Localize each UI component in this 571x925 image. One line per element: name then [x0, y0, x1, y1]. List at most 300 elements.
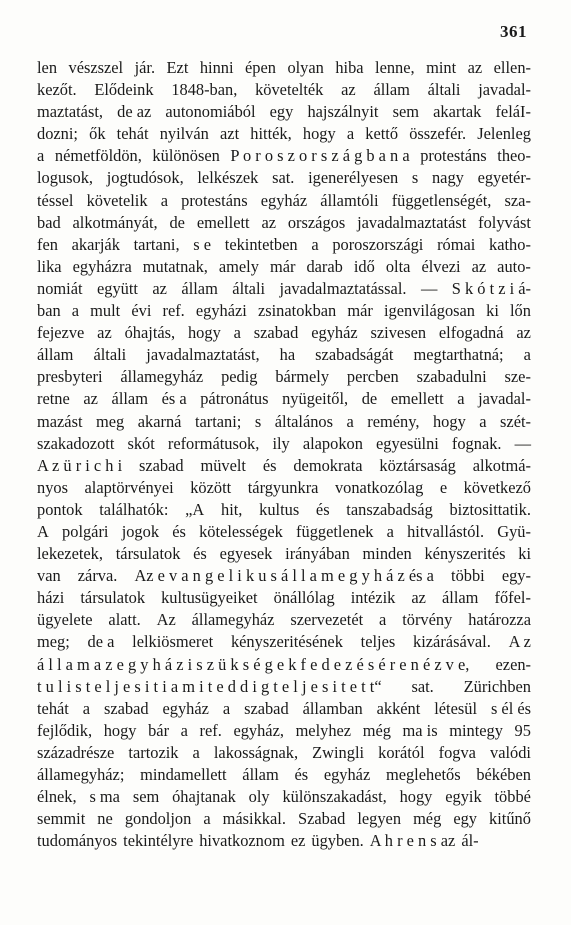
word: országos	[287, 212, 346, 232]
word: létesül	[434, 698, 478, 718]
word: az	[516, 323, 531, 343]
word: mutatnak,	[142, 256, 208, 276]
word: ban	[37, 301, 61, 321]
word: államegyház;	[37, 765, 125, 784]
word: általános	[274, 411, 334, 431]
word: theo-	[497, 146, 531, 166]
word: a	[233, 323, 241, 343]
word: többi	[451, 566, 485, 586]
word: már	[269, 256, 296, 276]
word: állam	[181, 278, 218, 298]
word: az	[411, 588, 426, 608]
word: jogtudósok,	[106, 168, 184, 188]
word: olta	[385, 256, 411, 276]
word: retne	[37, 389, 70, 409]
word: ma is	[402, 720, 438, 740]
word: hogy	[432, 411, 466, 431]
text-line	[37, 300, 531, 322]
word: ne	[97, 809, 113, 829]
word: maztatást,	[37, 102, 103, 122]
word: sat.	[272, 168, 295, 188]
text-line	[37, 433, 531, 455]
word: ez	[290, 831, 306, 851]
word: századrésze	[37, 742, 115, 762]
word: egyház,	[233, 720, 284, 740]
word: állam	[37, 345, 74, 365]
word: protestáns	[181, 190, 248, 210]
word: nyügeitől,	[282, 389, 349, 409]
word: egy-	[501, 566, 531, 586]
word: fognak.	[451, 433, 502, 453]
word: hogy	[187, 323, 221, 343]
text-line	[37, 609, 531, 631]
word: zsinatokban	[257, 301, 337, 321]
word: az	[341, 80, 356, 100]
word: vonatkozólag	[334, 477, 424, 497]
word: folyvást	[478, 212, 531, 232]
text-line	[37, 830, 531, 852]
word: ki	[486, 301, 499, 321]
word: protestáns	[420, 146, 487, 166]
word: megtarthatná;	[413, 345, 504, 365]
text-line	[37, 565, 531, 587]
text-line	[37, 742, 531, 764]
text-line	[37, 499, 531, 521]
text-line	[37, 167, 531, 189]
word: sem	[132, 787, 160, 807]
word: tartani,	[133, 234, 180, 254]
word: kultusügyeiket	[161, 588, 258, 608]
word: függetlenek	[296, 521, 374, 541]
text-line	[37, 411, 531, 433]
text-line	[37, 808, 531, 830]
word: alapokon	[302, 433, 363, 453]
word: polgári	[62, 521, 109, 541]
word: dozni;	[37, 124, 78, 144]
word: tartani;	[194, 411, 242, 431]
word: s ma	[89, 787, 120, 807]
word: remény,	[367, 411, 420, 431]
word: hogy	[302, 124, 336, 144]
word: kényszeritésének	[230, 632, 343, 652]
word: lika	[37, 256, 62, 276]
word: és	[262, 455, 277, 475]
word: az	[83, 389, 98, 409]
word: állam	[373, 80, 410, 100]
word: egyházra	[72, 256, 132, 276]
word: egyetér-	[477, 168, 531, 188]
word: akartak	[433, 102, 482, 122]
word: az	[152, 278, 167, 298]
word: ellen-	[493, 58, 531, 77]
word: jogok	[121, 521, 160, 541]
word: 1848-ban,	[171, 80, 238, 100]
word: ily	[272, 433, 290, 453]
word: szét-	[500, 411, 531, 431]
word: pedig	[221, 367, 258, 387]
word: szabadulni	[416, 367, 487, 387]
word: feláI-	[495, 102, 531, 122]
word: poroszországi	[332, 234, 424, 254]
word: Az	[156, 610, 176, 630]
text-line	[37, 698, 531, 720]
word: köztársaság	[379, 455, 456, 475]
word: követelik	[86, 190, 148, 210]
word: alkotmá-	[472, 455, 531, 475]
word: t u l i s t e l j e s i t i a m i t e d d i g t e l j e s i t e t t“	[37, 676, 382, 696]
word: római	[437, 234, 476, 254]
word: hit,	[221, 499, 243, 519]
word: ügyelete	[37, 610, 93, 630]
word: összefér.	[409, 124, 467, 144]
word: gondoljon	[124, 809, 192, 829]
word: hitvallástól.	[407, 521, 485, 541]
word: találhatók:	[99, 499, 169, 519]
word: javadalmaztatással.	[279, 278, 407, 298]
word: tudományos	[37, 831, 118, 851]
word: a	[71, 301, 80, 321]
word: meg	[96, 411, 125, 431]
word: tekintetben	[224, 234, 298, 254]
word: azt	[220, 124, 240, 144]
word: szabad	[253, 323, 299, 343]
word: lelkészek	[197, 168, 259, 188]
word: ha	[279, 345, 296, 365]
word: fen	[37, 234, 58, 254]
word: mintegy	[449, 720, 503, 740]
word: Zürichben	[463, 676, 531, 696]
word: alkotmányát,	[72, 212, 158, 232]
word: általi	[232, 278, 266, 298]
word: sat.	[411, 676, 434, 696]
word: müvelt	[200, 455, 246, 475]
word: a	[479, 411, 487, 431]
word: elfogadná	[438, 323, 504, 343]
word: percben	[346, 367, 399, 387]
word: között	[190, 477, 232, 497]
word: valódi	[490, 742, 531, 762]
word: egyház	[260, 190, 308, 210]
word: és	[294, 765, 309, 784]
word: ők	[89, 124, 106, 144]
word: fejlődik,	[37, 720, 93, 740]
word: kettő	[365, 124, 399, 144]
word: szabad	[138, 455, 184, 475]
word: sza-	[504, 190, 531, 210]
word: szabad	[103, 698, 149, 718]
word: autonomiából	[165, 102, 256, 122]
word: legyen	[357, 809, 402, 829]
word: következő	[463, 477, 531, 497]
text-line	[37, 145, 531, 167]
word: téssel	[37, 190, 74, 210]
word: javadal-	[478, 80, 531, 100]
text-line	[37, 57, 531, 79]
word: főfel-	[494, 588, 531, 608]
word: egyház	[323, 765, 371, 784]
word: akarják	[71, 234, 120, 254]
text-line	[37, 455, 531, 477]
text-line	[37, 256, 531, 278]
text-line	[37, 764, 531, 786]
word: mint	[426, 58, 457, 77]
word: törvény	[402, 610, 453, 630]
word: semmit	[37, 809, 86, 829]
text-line	[37, 123, 531, 145]
word: társulatok	[115, 544, 181, 564]
word: ezen-	[495, 654, 531, 674]
word: nomiát	[37, 278, 83, 298]
word: fogva	[438, 742, 476, 762]
text-line	[37, 521, 531, 543]
word: lekezetek,	[37, 544, 103, 564]
word: az	[261, 212, 277, 232]
word: egyházi	[195, 301, 247, 321]
word: A z ü r i c h i	[37, 455, 123, 475]
word: e	[439, 477, 448, 497]
word: a	[379, 610, 387, 630]
text-line	[37, 631, 531, 653]
text-line	[37, 654, 531, 676]
word: skót	[127, 433, 155, 453]
word: épen	[245, 58, 276, 77]
text-line	[37, 366, 531, 388]
word: ref.	[199, 720, 222, 740]
word: ál-	[461, 831, 479, 851]
word: olyan	[287, 58, 324, 77]
word: évi	[131, 301, 152, 321]
word: teljes	[360, 632, 396, 652]
word: lőn	[509, 301, 531, 321]
word: és	[315, 499, 330, 519]
word: alaptörvényei	[84, 477, 174, 497]
word: nyilván	[159, 124, 209, 144]
word: vészszel	[68, 58, 124, 77]
word: hogy	[103, 720, 137, 740]
word: de	[169, 212, 185, 232]
word: s él és	[490, 698, 531, 718]
word: meg;	[37, 632, 70, 652]
word: javadalmaztatást,	[146, 345, 260, 365]
word: amely	[218, 256, 259, 276]
word: darab	[306, 256, 343, 276]
word: önállólag	[273, 588, 335, 608]
word: akként	[376, 698, 421, 718]
word: sem	[392, 102, 419, 122]
word: tekintélyre	[123, 831, 194, 851]
word: tárgyunkra	[247, 477, 319, 497]
word: fejezve	[37, 323, 85, 343]
word: élvezi	[421, 256, 461, 276]
word: van	[37, 566, 61, 586]
word: az	[471, 256, 487, 276]
word: irányában	[285, 544, 350, 564]
text-line	[37, 79, 531, 101]
word: alatt.	[108, 610, 141, 630]
word: hivatkoznom	[199, 831, 285, 851]
word: államegyház	[120, 367, 204, 387]
word: igenerélyesen	[308, 168, 399, 188]
word: Az e v a n g e l i k u s á l l a m e g y h á z és a	[134, 566, 434, 586]
word: lakosságnak,	[213, 742, 299, 762]
word: tartozik	[128, 742, 179, 762]
word: egyesülni	[376, 433, 439, 453]
text-line	[37, 190, 531, 212]
word: mindamellett	[140, 765, 227, 784]
word: államegyház	[191, 610, 275, 630]
word: intézik	[350, 588, 396, 608]
word: ki	[518, 544, 531, 564]
text-line	[37, 322, 531, 344]
word: állam	[442, 588, 479, 608]
word: oly	[248, 787, 270, 807]
word: az	[97, 323, 112, 343]
page-number: 361	[500, 22, 527, 41]
word: hiba	[335, 58, 364, 77]
word: kényszerités	[424, 544, 506, 564]
word: különösen	[152, 146, 220, 166]
word: bár	[148, 720, 170, 740]
word: a	[192, 742, 200, 762]
word: a	[523, 345, 531, 365]
word: bad	[37, 212, 61, 232]
word: állam	[242, 765, 279, 784]
word: szabad	[244, 698, 289, 718]
text-line	[37, 101, 531, 123]
word: emellett	[196, 212, 250, 232]
word: függetlenségét,	[391, 190, 492, 210]
word: óhajtanak	[172, 787, 236, 807]
word: és	[193, 544, 207, 564]
word: „A	[185, 499, 205, 519]
word: szakadozott	[37, 433, 115, 453]
word: s	[254, 411, 262, 431]
word: lenne,	[375, 58, 415, 77]
body-text	[37, 57, 531, 852]
word: jár.	[134, 58, 156, 77]
word: a	[386, 521, 394, 541]
word: A h r e n s az	[369, 831, 456, 851]
word: hitték,	[250, 124, 292, 144]
word: reformátusok,	[167, 433, 260, 453]
word: a	[37, 146, 45, 166]
word: az	[467, 58, 483, 77]
word: különszakadást,	[282, 787, 387, 807]
word: a	[82, 698, 91, 718]
word: de a	[87, 632, 115, 652]
word: javadal-	[478, 389, 531, 409]
word: a	[160, 190, 168, 210]
word: határozza	[468, 610, 531, 630]
word: és a	[161, 389, 187, 409]
word: egyik	[445, 787, 482, 807]
text-line	[37, 388, 531, 410]
word: egy	[269, 102, 294, 122]
word: korától	[378, 742, 425, 762]
word: emellett	[390, 389, 444, 409]
word: logusok,	[37, 168, 94, 188]
word: A	[37, 521, 49, 541]
word: élnek,	[37, 787, 77, 807]
word: a	[222, 698, 231, 718]
word: másikkal.	[222, 809, 286, 829]
word: Elődeink	[94, 80, 154, 100]
word: tanszabadság	[346, 499, 433, 519]
word: demokrata	[293, 455, 363, 475]
word: tehát	[116, 124, 149, 144]
word: lelkiösmeret	[132, 632, 214, 652]
word: —	[420, 278, 438, 298]
word: társulatok	[80, 588, 146, 608]
text-line	[37, 234, 531, 256]
text-line	[37, 344, 531, 366]
word: minden	[362, 544, 412, 564]
word: egyház	[311, 323, 358, 343]
word: szabadságát	[315, 345, 394, 365]
word: kitűnő	[489, 809, 531, 829]
word: szervezetét	[290, 610, 364, 630]
word: Zwingli	[312, 742, 365, 762]
text-line	[37, 720, 531, 742]
word: A z	[508, 632, 531, 652]
word: házi	[37, 588, 65, 608]
word: a	[311, 234, 319, 254]
word: államtóli	[320, 190, 379, 210]
word: általi	[427, 80, 461, 100]
word: állam	[111, 389, 148, 409]
word: Szabad	[297, 809, 346, 829]
word: általi	[93, 345, 127, 365]
word: auto-	[497, 256, 531, 276]
word: ügyben.	[311, 831, 364, 851]
word: nagy	[431, 168, 464, 188]
word: kötelességek	[199, 521, 283, 541]
text-line	[37, 587, 531, 609]
word: —	[514, 433, 531, 453]
word: még	[413, 809, 442, 829]
word: a	[346, 124, 355, 144]
word: Gyü-	[497, 521, 531, 541]
word: hinni	[199, 58, 234, 77]
word: igenvilágosan	[383, 301, 476, 321]
word: ref.	[162, 301, 185, 321]
text-line	[37, 212, 531, 234]
word: mazást	[37, 411, 83, 431]
word: len	[37, 58, 58, 77]
word: melyhez	[295, 720, 352, 740]
word: á l l a m a z e g y h á z i s z ü k s é g e k f e d e z é s é r e n é z v e,	[37, 654, 470, 674]
word: de	[361, 389, 378, 409]
word: P o r o s z o r s z á g b a n a	[230, 146, 410, 166]
word: hogy	[399, 787, 433, 807]
text-line	[37, 278, 531, 300]
word: egyház	[162, 698, 209, 718]
text-line	[37, 477, 531, 499]
word: zárva.	[77, 566, 118, 586]
word: sze-	[504, 367, 531, 387]
word: 95	[514, 720, 531, 740]
text-line	[37, 786, 531, 808]
word: szivesen	[370, 323, 427, 343]
word: államban	[302, 698, 363, 718]
word: pontok	[37, 499, 83, 519]
word: a	[346, 411, 354, 431]
word: biztosittatik.	[449, 499, 531, 519]
word: hajszálnyit	[307, 102, 379, 122]
word: a	[457, 389, 465, 409]
word: de az	[117, 102, 152, 122]
word: és	[172, 521, 186, 541]
